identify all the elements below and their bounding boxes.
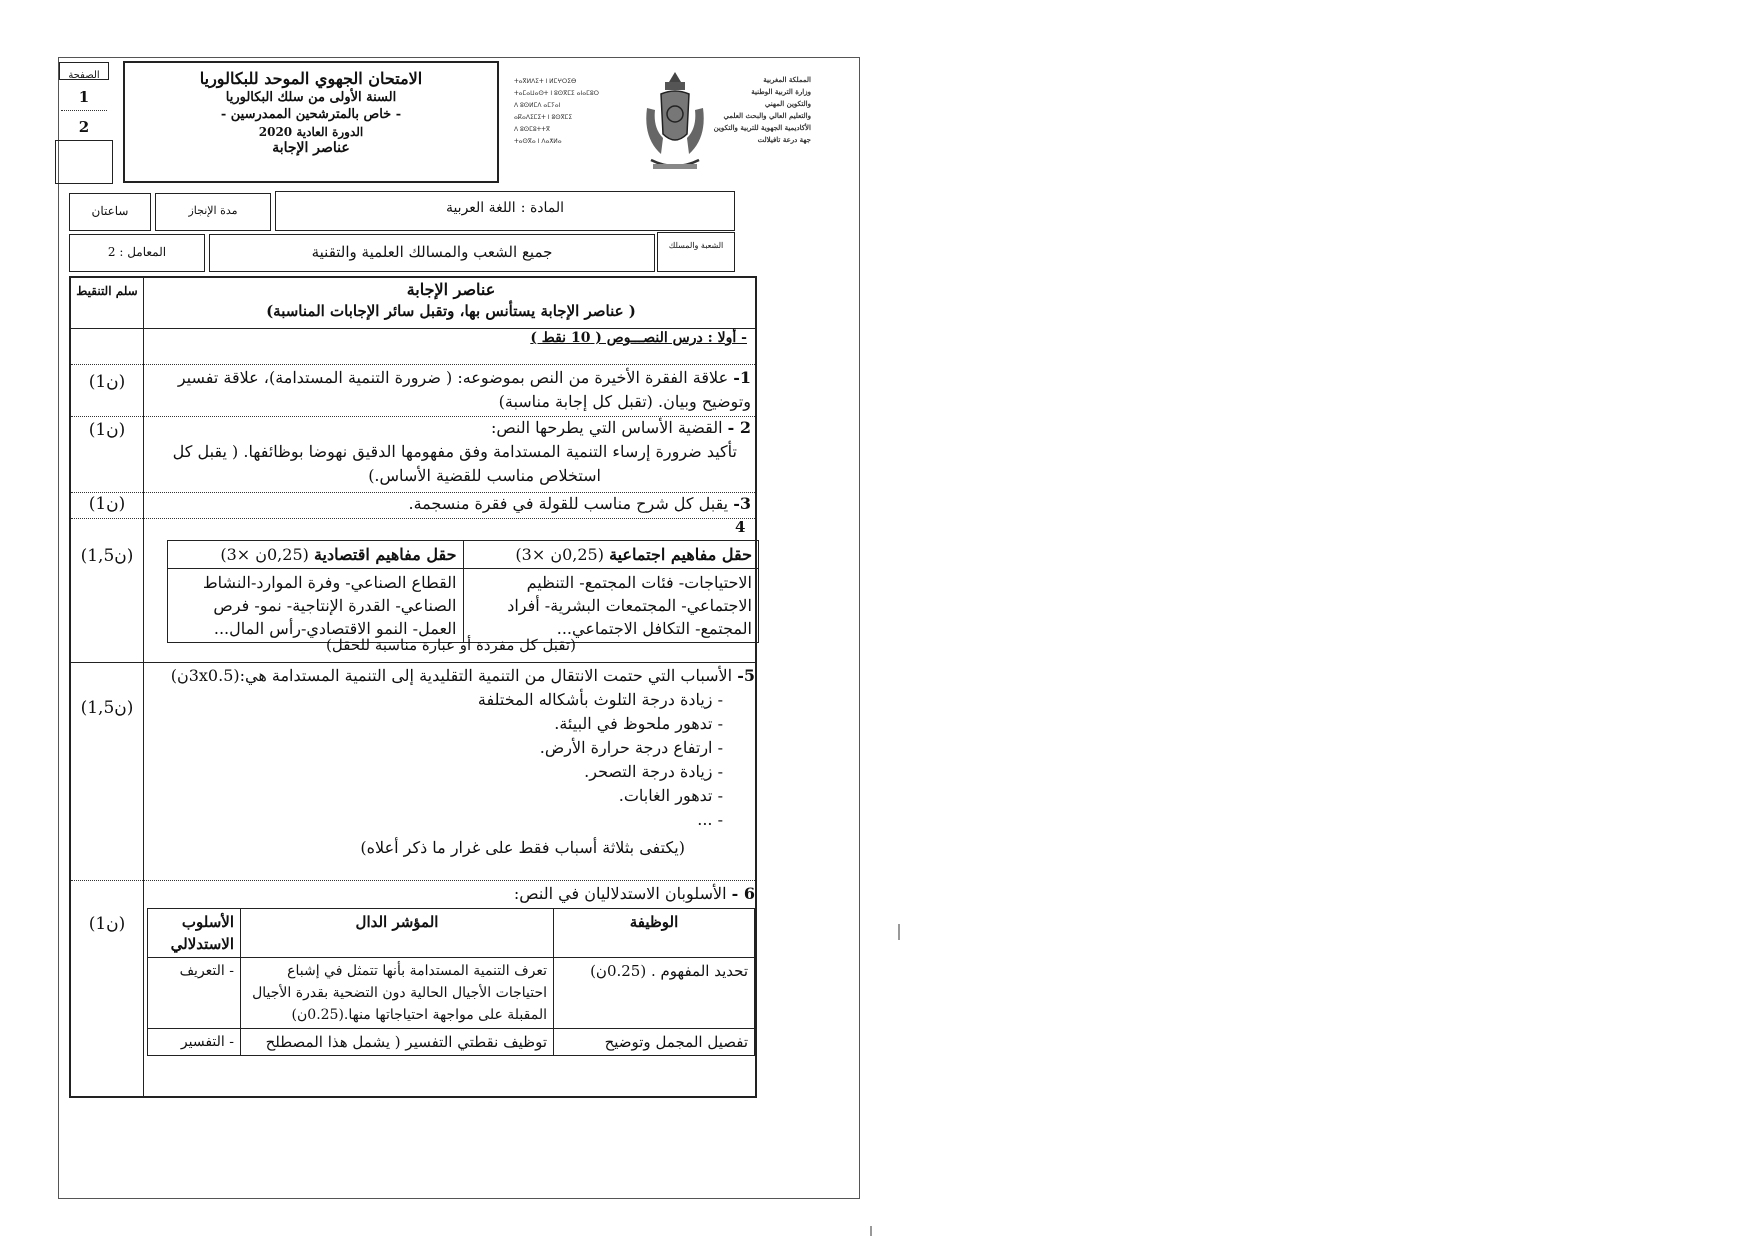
q4-soc-line: الاجتماعي- المجتمعات البشرية- أفراد [507, 596, 752, 615]
q6-row2-function: تفصيل المجمل وتوضيح [554, 1029, 755, 1056]
q5-item: - تدهور الغابات. [618, 786, 723, 805]
page-number-divider [61, 110, 107, 111]
q4-soc-cell [463, 569, 759, 643]
duration-value-box [69, 193, 151, 231]
score-column-divider [143, 278, 144, 1096]
q4-econ-title: حقل مفاهيم اقتصادية [313, 545, 457, 564]
stream-value: جميع الشعب والمسالك العلمية والتقنية [311, 243, 553, 261]
row-divider [71, 662, 755, 663]
q3-text [151, 492, 751, 516]
q5-intro: الأسباب التي حتمت الانتقال من التنمية التقليدية إلى التنمية المستدامة هي:(3x0.5ن) [170, 666, 733, 685]
page-total: 2 [78, 118, 90, 136]
q6-row1-style: - التعريف [148, 958, 241, 1029]
exam-sheet [58, 57, 860, 1199]
ministry-line: والتعليم العالي والبحث العلمي [723, 111, 811, 120]
q2-line1: القضية الأساس التي يطرحها النص: [490, 418, 723, 437]
q4-soc-line: الاحتياجات- فئات المجتمع- التنظيم [526, 573, 752, 592]
section1-title: - أولا : درس النصـــوص ( 10 نقط ) [530, 330, 747, 346]
ministry-line: الأكاديمية الجهوية للتربية والتكوين [713, 123, 811, 132]
q4-econ-points: (0,25ن ×3) [220, 545, 309, 564]
q5-item: - زيادة درجة التلوث بأشكاله المختلفة [477, 690, 723, 709]
q4-econ-line: الصناعي- القدرة الإنتاجية- نمو- فرص [213, 596, 457, 615]
exam-level: السنة الأولى من سلك البكالوريا [225, 90, 397, 105]
q6-row1-function: تحديد المفهوم . (0.25ن) [554, 958, 755, 1029]
exam-title-box [123, 61, 499, 183]
duration-label: مدة الإنجاز [188, 204, 238, 217]
ministry-line: جهة درعة تافيلالت [757, 135, 811, 144]
tifinagh-line: ⴰⴽⴰⴷⵉⵎⵉⵜ ⵏ ⵓⵙⴳⵎⵉ [514, 114, 573, 121]
q5-item: - تدهور ملحوظ في البيئة. [554, 714, 723, 733]
page-label: الصفحة [68, 70, 100, 81]
q1-line2: وتوضيح وبيان. (تقبل كل إجابة مناسبة) [498, 392, 751, 411]
q4-concepts-table [167, 540, 759, 643]
page-label-frame [59, 62, 109, 80]
table-header-divider [71, 328, 755, 329]
exam-session: الدورة العادية 2020 [258, 125, 364, 139]
q4-econ-line: العمل- النمو الاقتصادي-رأس المال... [213, 619, 457, 638]
q5-item: - ارتفاع درجة حرارة الأرض. [539, 738, 723, 757]
q5-number: 5- [737, 666, 755, 685]
q6-number: 6 - [731, 884, 755, 903]
q2-score: (1ن) [88, 420, 126, 440]
q2-line2: تأكيد ضرورة إرساء التنمية المستدامة وفق مفهومها الدقيق نهوضا بوظائفها. ( يقبل كل [172, 442, 737, 461]
page-number-box [55, 58, 117, 184]
q5-score: (1,5ن) [80, 698, 134, 718]
q4-econ-cell [168, 569, 464, 643]
tifinagh-line: ⵜⴰⵎⴰⵡⴰⵙⵜ ⵏ ⵓⵙⴳⵎⵉ ⴰⵏⴰⵎⵓⵔ [514, 90, 600, 97]
q2-number: 2 - [727, 418, 751, 437]
q5-item: - زيادة درجة التصحر. [584, 762, 723, 781]
q6-score: (1ن) [88, 914, 126, 934]
stream-box [209, 234, 655, 272]
q6-row2-indicator: توظيف نقطتي التفسير ( يشمل هذا المصطلح [241, 1029, 554, 1056]
coefficient: المعامل : 2 [107, 245, 167, 259]
q6-table [147, 908, 755, 1056]
ministry-line: والتكوين المهني [764, 99, 811, 108]
q5-text [151, 664, 755, 860]
q4-soc-line: المجتمع- التكافل الاجتماعي... [556, 619, 752, 638]
q4-number: 4 [735, 518, 746, 536]
q4-soc-title: حقل مفاهيم اجتماعية [609, 545, 752, 564]
score-column-header [71, 282, 143, 300]
page-number: 1 [78, 88, 90, 106]
subject-value: اللغة العربية [445, 200, 516, 216]
row-divider [71, 880, 755, 881]
q1-number: 1- [733, 368, 751, 387]
q1-text [151, 366, 751, 414]
tifinagh-line: ⴷ ⵓⵙⵎⵓⵜⵜⴳ [514, 126, 550, 133]
q6-row1-indicator: تعرف التنمية المستدامة بأنها تتمثل في إشباع احتياجات الأجيال الحالية دون التضحية بقدرة الأجيال المقبلة على مواجهة احتياجاتها منها.(0.25ن) [241, 958, 554, 1029]
subject-box [275, 191, 735, 231]
q4-soc-header [463, 541, 759, 569]
tifinagh-line: ⵜⴰⴳⵍⴷⵉⵜ ⵏ ⵍⵎⵖⵔⵉⴱ [514, 78, 577, 85]
q4-score: (1,5ن) [80, 546, 134, 566]
q4-econ-header [168, 541, 464, 569]
tifinagh-line: ⴷ ⵓⵙⵍⵎⴷ ⴰⵎⵢⴰⵏ [514, 102, 561, 109]
subject-label: المادة : [520, 200, 565, 216]
ministry-line: المملكة المغربية [763, 75, 811, 84]
ministry-line: وزارة التربية الوطنية [751, 87, 811, 96]
exam-doc-type: عناصر الإجابة [272, 140, 350, 156]
scan-mark [870, 1226, 879, 1236]
q3-score: (1ن) [88, 494, 126, 514]
page-blank-box [55, 140, 113, 184]
q5-item: - ... [697, 810, 723, 829]
stream-label-box [657, 232, 735, 272]
stream-label: الشعبة والمسلك [668, 241, 724, 250]
q1-line1: علاقة الفقرة الأخيرة من النص بموضوعه: ( ضرورة التنمية المستدامة)، علاقة تفسير [177, 368, 729, 387]
q4-econ-line: القطاع الصناعي- وفرة الموارد-النشاط [202, 573, 457, 592]
q6-header-style: الأسلوب الاستدلالي [148, 909, 241, 958]
tifinagh-line: ⵜⴰⵙⴳⴰ ⵏ ⴷⴰⵅⵍⴰ [514, 138, 562, 145]
score-header-text: سلم التنقيط [76, 284, 138, 298]
q6-intro-line [151, 882, 755, 906]
duration-value: ساعتان [91, 204, 129, 218]
coefficient-box [69, 234, 205, 272]
tifinagh-header [514, 76, 626, 148]
q1-score: (1ن) [88, 372, 126, 392]
q6-row2-style: - التفسير [148, 1029, 241, 1056]
exam-title: الامتحان الجهوي الموحد للبكالوريا [199, 69, 423, 88]
table-title: عناصر الإجابة [406, 280, 496, 299]
answer-table [69, 276, 757, 1098]
exam-candidates: - خاص بالمترشحين الممدرسين - [220, 107, 402, 122]
scan-mark [898, 924, 907, 940]
table-subtitle: ( عناصر الإجابة يستأنس بها، وتقبل سائر الإجابات المناسبة) [266, 302, 636, 320]
q5-note: (يكتفى بثلاثة أسباب فقط على غرار ما ذكر أعلاه) [360, 838, 685, 857]
q2-line3: استخلاص مناسب للقضية الأساس.) [368, 466, 601, 485]
q2-text [151, 416, 751, 488]
q6-intro: الأسلوبان الاستدلاليان في النص: [513, 884, 727, 903]
q4-note: (تقبل كل مفردة أو عبارة مناسبة للحقل) [326, 636, 576, 654]
duration-label-box [155, 193, 271, 231]
row-divider [71, 364, 755, 365]
row-divider [71, 518, 755, 519]
q3-number: 3- [733, 494, 751, 513]
q6-header-indicator: المؤشر الدال [241, 909, 554, 958]
q3-line1: يقبل كل شرح مناسب للقولة في فقرة منسجمة. [408, 494, 729, 513]
q6-header-function: الوظيفة [554, 909, 755, 958]
q4-soc-points: (0,25ن ×3) [515, 545, 604, 564]
ministry-header [699, 74, 811, 146]
